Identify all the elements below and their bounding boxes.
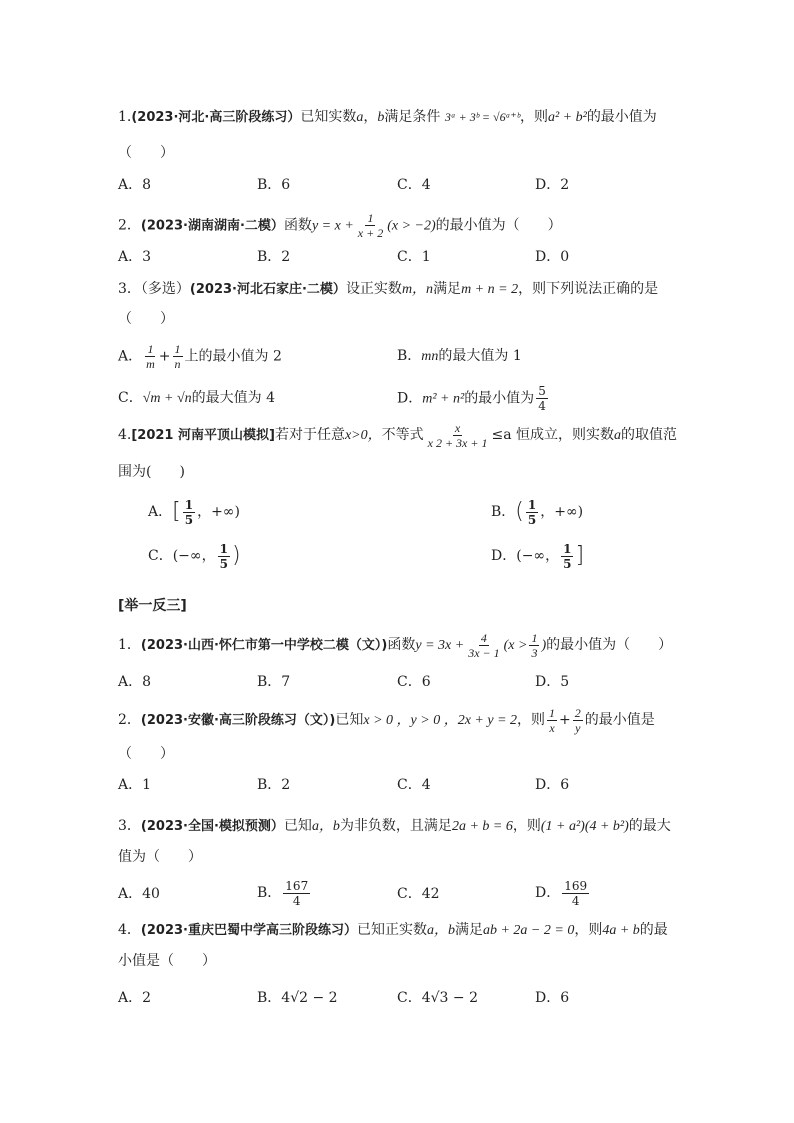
question-text: 已知	[335, 712, 364, 728]
option-label: C．	[118, 390, 143, 406]
question-2-line1	[118, 211, 562, 240]
option-d	[535, 878, 591, 908]
question-text: 的最小值为	[586, 109, 657, 125]
option-a: A．3	[118, 249, 152, 265]
option-label: D．	[535, 885, 561, 901]
fraction-denominator: x	[549, 720, 555, 735]
question-text: 不等式	[381, 427, 424, 443]
option-c: C．4√3 − 2	[397, 990, 478, 1006]
option-d: D．2	[535, 177, 570, 193]
fraction-numerator: 1	[563, 541, 572, 556]
fraction-numerator: 5	[538, 384, 546, 398]
question-text: 围为( )	[118, 464, 185, 480]
question-text: ，则	[517, 712, 546, 728]
question-number: 3．	[118, 818, 141, 834]
option-label: B．	[491, 504, 516, 520]
interval-end: ，+∞)	[197, 504, 240, 520]
fraction-denominator: 3x − 1	[468, 645, 500, 660]
question-text: 的最小值为（ ）	[435, 217, 562, 234]
option-c: C．6	[397, 674, 431, 690]
option-b	[397, 346, 522, 367]
punct: ，	[363, 109, 378, 125]
fraction-denominator: 4	[292, 893, 301, 908]
fraction	[173, 342, 183, 371]
question-text: ，则	[512, 818, 541, 834]
option-c	[148, 540, 241, 572]
fraction-denominator: 5	[184, 512, 194, 527]
question-text: 值为（ ）	[118, 849, 202, 865]
option-c: C．42	[397, 886, 440, 902]
fraction	[536, 384, 548, 413]
fraction-denominator: n	[174, 357, 181, 371]
question-source: (2023·重庆巴蜀中学高三阶段练习）	[140, 923, 357, 938]
question-source: (2023·全国·模拟预测）	[140, 819, 284, 834]
question-1-line1	[118, 107, 657, 128]
option-b	[491, 496, 583, 528]
question-source: (2023·山西·怀仁市第一中学校二模（文）)	[140, 638, 388, 653]
math-expression: √m + √n	[142, 391, 192, 406]
fraction-denominator: x 2 + 3x + 1	[427, 435, 488, 450]
question-text: 的最	[639, 922, 668, 938]
option-c	[118, 388, 275, 409]
question-text: 满足	[433, 281, 462, 297]
option-b: B．6	[257, 177, 291, 193]
math-expression: (1 + a²)(4 + b²)	[540, 819, 629, 834]
question-text: 设正实数	[345, 281, 402, 297]
question-tag: （多选）	[140, 281, 190, 297]
variables: m，n	[401, 282, 434, 297]
question-text: ≤a 恒成立，则实数	[491, 427, 615, 443]
practice-3-line1	[118, 816, 671, 837]
fraction-numerator: 1	[549, 705, 556, 720]
question-text: 小值是（ ）	[118, 953, 216, 969]
fraction	[218, 542, 230, 571]
option-a: A． $\frac{1}{m}$ + $\frac{1}{n}$ 上的最小值为 2	[118, 342, 282, 371]
option-b: B．4√2 − 2	[257, 990, 338, 1006]
fraction-denominator: 5	[219, 556, 228, 571]
fraction	[144, 342, 157, 371]
math-expression: mn	[421, 349, 439, 364]
math-expression: m² + n²	[422, 391, 465, 407]
question-text: 的最小值为（ ）	[546, 637, 673, 653]
fraction	[573, 706, 583, 735]
fraction	[526, 498, 538, 527]
option-a: A．2	[118, 990, 152, 1006]
fraction-numerator: 1	[184, 497, 194, 512]
question-source: [2021 河南平顶山模拟]	[131, 428, 275, 443]
question-source: (2023·河北·高三阶段练习）	[131, 110, 301, 125]
fraction-denominator: 5	[527, 512, 537, 527]
math-condition: 2a + b = 6	[451, 819, 513, 834]
bracket: (	[515, 499, 524, 524]
interval-end: ，+∞)	[540, 504, 584, 520]
fraction-denominator: y	[575, 720, 581, 735]
question-source: (2023·湖南湖南·二模）	[140, 218, 284, 234]
question-text: 的最大	[628, 818, 671, 834]
option-c: C．4	[397, 177, 431, 193]
question-text: 为非负数，且满足	[339, 818, 452, 834]
fraction	[561, 542, 573, 571]
question-number: 2．	[118, 217, 141, 234]
option-d: D．5	[535, 674, 570, 690]
option-c: C．1	[397, 249, 431, 265]
variables: a，b	[426, 923, 455, 938]
question-text: 满足条件	[384, 109, 441, 125]
fraction-denominator: m	[146, 357, 155, 371]
question-number: 2．	[118, 712, 141, 728]
fraction-numerator: 1	[219, 541, 228, 556]
fraction	[529, 631, 539, 660]
option-c: C．4	[397, 777, 431, 793]
question-text: 已知正实数	[356, 922, 427, 938]
bracket: ]	[575, 543, 585, 568]
math-expression: a² + b²	[547, 110, 587, 125]
question-text: ，则	[574, 922, 603, 938]
option-text: 上的最小值为 2	[184, 348, 282, 365]
question-source: (2023·河北石家庄·二模）	[189, 282, 346, 297]
question-text: ，则	[519, 109, 548, 125]
math-condition: 3ᵃ + 3ᵇ = √6ᵃ⁺ᵇ	[444, 110, 520, 124]
bracket: )	[231, 543, 241, 568]
variable: b	[377, 110, 385, 125]
question-number: 3．	[118, 281, 141, 297]
practice-2-line1	[118, 705, 655, 736]
option-text: 的最小值为	[464, 390, 535, 407]
option-d: D．0	[535, 249, 570, 265]
bracket: [	[172, 499, 181, 524]
section-heading: [举一反三]	[118, 598, 187, 614]
math-condition: (x >	[503, 638, 528, 653]
option-label: B．	[397, 348, 422, 364]
fraction-numerator: x	[454, 420, 461, 435]
question-text: 已知	[283, 818, 312, 834]
option-d	[397, 384, 550, 414]
answer-paren: （ ）	[118, 145, 174, 161]
math-condition: (x > −2)	[387, 218, 436, 234]
option-a: A．40	[118, 886, 160, 902]
option-a	[148, 496, 240, 528]
question-text: 函数	[387, 637, 416, 653]
option-a: A．8	[118, 674, 152, 690]
fraction-denominator: 5	[563, 556, 572, 571]
option-d: D．6	[535, 777, 570, 793]
option-d: D．6	[535, 990, 570, 1006]
option-text: 的最大值为 1	[438, 348, 522, 364]
question-number: 1．	[118, 637, 141, 653]
fraction	[562, 879, 589, 908]
question-text: 已知实数	[300, 109, 357, 125]
fraction-numerator: 167	[285, 878, 309, 893]
interval-start: (−∞，	[516, 548, 560, 564]
fraction-numerator: 1	[531, 630, 538, 645]
fraction-denominator: 4	[571, 893, 580, 908]
question-text: 函数	[283, 217, 312, 234]
option-b: B．7	[257, 674, 291, 690]
fraction-numerator: 169	[564, 878, 588, 893]
option-d	[491, 540, 584, 572]
practice-1-line1	[118, 630, 672, 661]
option-a: A．1	[118, 777, 152, 793]
math-condition: x>0，	[344, 428, 382, 443]
fraction-numerator: 4	[480, 630, 487, 645]
math-condition: m + n = 2	[461, 282, 519, 297]
fraction-denominator: x + 2	[357, 226, 384, 240]
variables: a，b	[311, 819, 340, 834]
option-label: A．	[148, 504, 173, 520]
question-text: 的取值范	[621, 427, 678, 443]
question-number: 4.	[118, 427, 132, 443]
fraction	[283, 879, 310, 908]
math-condition: )	[541, 638, 547, 653]
practice-4-line1	[118, 920, 668, 941]
option-label: D．	[491, 548, 517, 564]
option-label: A．	[118, 348, 143, 365]
variable: a	[614, 428, 622, 443]
fraction	[547, 706, 557, 735]
math-condition: x > 0 ，y > 0 ，2x + y = 2	[363, 713, 518, 728]
fraction-denominator: 3	[531, 645, 538, 660]
option-b: B．2	[257, 249, 291, 265]
variable: a	[356, 110, 364, 125]
operator: +	[559, 712, 571, 728]
fraction-denominator: 4	[538, 399, 546, 413]
question-number: 4．	[118, 922, 141, 938]
question-3-line1	[118, 279, 658, 300]
question-text: 若对于任意	[274, 427, 345, 443]
question-source: (2023·安徽·高三阶段练习（文）)	[140, 713, 336, 728]
fraction	[466, 631, 501, 660]
question-text: ，则下列说法正确的是	[518, 281, 659, 297]
fraction-numerator: 1	[527, 497, 537, 512]
question-4-line1	[118, 420, 677, 451]
option-a: A．8	[118, 177, 152, 193]
option-text: 的最大值为 4	[191, 390, 276, 406]
fraction	[426, 421, 490, 450]
option-label: D．	[397, 390, 423, 407]
answer-paren: （ ）	[118, 311, 174, 327]
option-b: B．2	[257, 777, 291, 793]
math-expression: 4a + b	[602, 923, 640, 938]
math-expression: y = 3x +	[415, 638, 465, 653]
fraction	[183, 498, 195, 527]
fraction-numerator: 1	[147, 342, 154, 356]
question-number: 1.	[118, 109, 132, 125]
option-b	[257, 878, 312, 908]
question-text: 满足	[454, 922, 483, 938]
option-label: C．	[148, 548, 173, 564]
interval-start: (−∞，	[172, 548, 216, 564]
fraction-numerator: 1	[367, 211, 374, 225]
question-text: 的最小值是	[584, 712, 655, 728]
fraction-numerator: 2	[574, 705, 581, 720]
fraction	[356, 211, 385, 240]
math-condition: ab + 2a − 2 = 0	[482, 923, 575, 938]
option-label: B．	[257, 885, 282, 901]
answer-paren: （ ）	[118, 746, 174, 762]
fraction-numerator: 1	[174, 342, 181, 356]
math-expression: y = x +	[311, 218, 354, 234]
